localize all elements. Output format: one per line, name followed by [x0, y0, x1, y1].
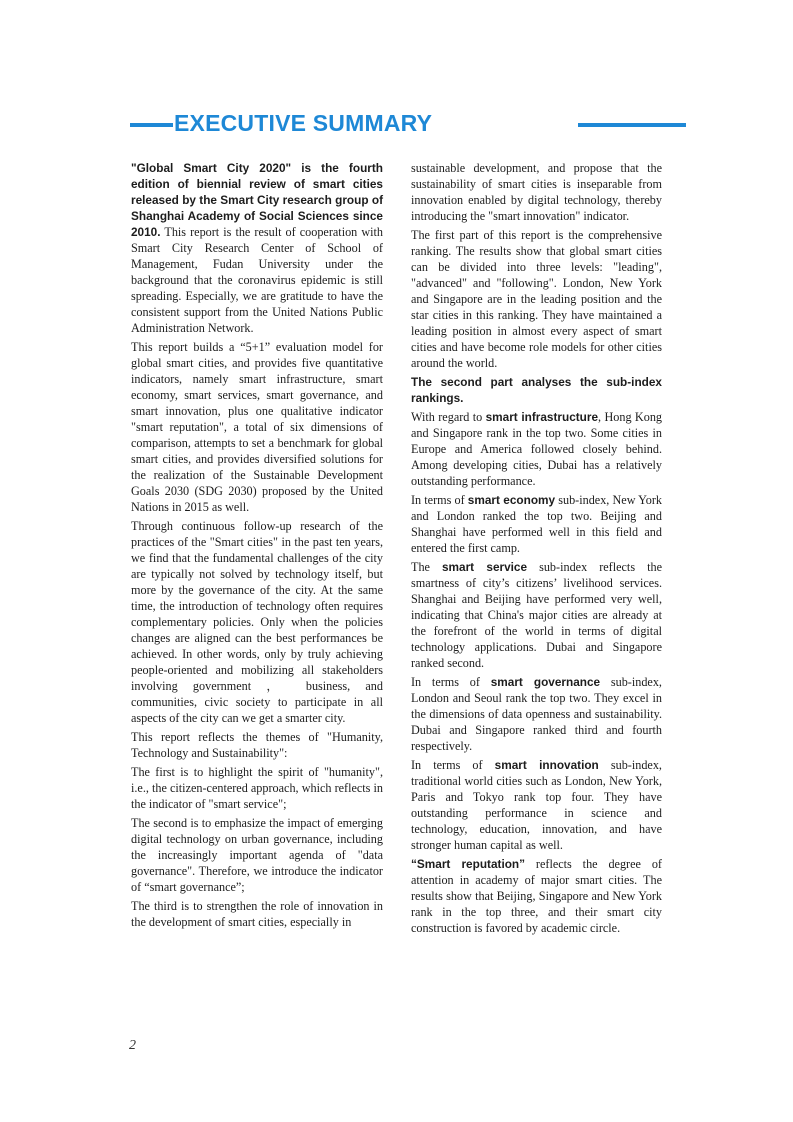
subindex-heading: The second part analyses the sub-index rankings.: [411, 375, 662, 405]
service-keyword: smart service: [441, 560, 528, 574]
third-theme-paragraph: The third is to strengthen the role of innovation in the development of smart cities, especially in: [131, 899, 383, 929]
research-paragraph: Through continuous follow-up research of the practices of the "Smart cities" in the past ten years, we find that the fundamental challenges of the city are typically not solved by technology itself, but more by the governance of the city. At the same time, the introduction of technology often requires complementary policies. Only when the policies changes are aligned can the best performances be achieved. In other words, only by truly achieving people-oriented and mobilizing all stakeholders involving government ， business, and communities, civic society to participate in all aspects of the city can we get a smarter city.: [131, 519, 383, 725]
economy-keyword: smart economy: [467, 493, 556, 507]
intro-paragraph: [131, 160, 383, 336]
page-number: 2: [129, 1038, 136, 1053]
service-text-b: sub-index reflects the smartness of city’s citizens’ livelihood services. Shanghai and Beijing have performed very well, indicating that China's major cities are already at the forefront of the world in terms of digital technology applications. Dubai and Singapore ranked second.: [411, 560, 662, 670]
intro-bold-text: "Global Smart City 2020" is the fourth edition of biennial review of smart cities released by the Smart City research group of Shanghai Academy of Social Sciences since 2010.: [131, 161, 383, 239]
reputation-paragraph: [411, 856, 662, 936]
infrastructure-text-a: With regard to: [411, 410, 486, 424]
infrastructure-keyword: smart infrastructure: [485, 410, 599, 424]
economy-text-b: sub-index, New York and London ranked the top two. Beijing and Shanghai have performed well in this field and entered the first camp.: [411, 493, 663, 555]
page-title: EXECUTIVE SUMMARY: [174, 110, 433, 136]
ranking-paragraph: The first part of this report is the comprehensive ranking. The results show that global smart cities can be divided into three levels: "leading", "advanced" and "following". London, New York and Singapore are in the leading position and the star cities in this ranking. They have maintained a leading position in almost every aspect of smart cities and have become role models for other cities around the world.: [411, 228, 662, 370]
governance-keyword: smart governance: [490, 675, 601, 689]
governance-text-b: sub-index, London and Seoul rank the top two. They excel in the dimensions of data openness and sustainability. Dubai and Singapore ranked third and fourth respectively.: [411, 675, 662, 753]
themes-paragraph: This report reflects the themes of "Humanity, Technology and Sustainability":: [131, 730, 383, 760]
heading-rule-right: [578, 123, 686, 127]
innovation-text-a: In terms of: [411, 758, 495, 772]
innovation-paragraph: [411, 757, 662, 853]
innovation-keyword: smart innovation: [494, 758, 599, 772]
governance-text-a: In terms of: [411, 675, 491, 689]
reputation-keyword: “Smart reputation”: [411, 857, 526, 871]
service-text-a: The: [411, 560, 442, 574]
infrastructure-paragraph: [411, 409, 662, 489]
sustainability-paragraph: sustainable development, and propose that the sustainability of smart cities is inseparable from innovation enabled by digital technology, thereby introducing the "smart innovation" indicator.: [411, 161, 662, 223]
second-theme-paragraph: The second is to emphasize the impact of emerging digital technology on urban governance, including the increasingly important agenda of "data governance". Therefore, we introduce the indicator of “smart governance”;: [131, 816, 383, 894]
governance-paragraph: [411, 674, 662, 754]
economy-paragraph: [411, 492, 662, 556]
section-heading: [130, 108, 686, 138]
heading-rule-left: [130, 123, 173, 127]
left-column: [131, 160, 383, 933]
intro-text: This report is the result of cooperation with Smart City Research Center of School of Management, Fudan University under the background that the coronavirus epidemic is still spreading. Especially, we are gratitude to have the consistent support from the United Nations Public Administration Network.: [131, 225, 383, 335]
right-column: [411, 160, 662, 939]
model-paragraph: This report builds a “5+1” evaluation model for global smart cities, and provides five quantitative indicators, namely smart infrastructure, smart economy, smart services, smart governance, and smart innovation, plus one qualitative indicator "smart reputation", a total of six dimensions of comparison, attempts to set a benchmark for global smart cities, and provides diversified solutions for the realization of the Sustainable Development Goals 2030 (SDG 2030) proposed by the United Nations in 2015 as well.: [131, 340, 383, 514]
reputation-text: reflects the degree of attention in academy of major smart cities. The results show that Beijing, Singapore and New York rank in the top three, and their smart city construction is favored by academic circle.: [411, 857, 662, 935]
service-paragraph: [411, 559, 662, 671]
infrastructure-text-b: , Hong Kong and Singapore rank in the top two. Some cities in Europe and America followed closely behind. Among developing cities, Dubai has a relatively outstanding performance.: [411, 410, 663, 488]
first-theme-paragraph: The first is to highlight the spirit of "humanity", i.e., the citizen-centered approach, which reflects in the indicator of "smart service";: [131, 765, 383, 811]
economy-text-a: In terms of: [411, 493, 468, 507]
innovation-text-b: sub-index, traditional world cities such as London, New York, Paris and Tokyo rank top four. They have outstanding performance in science and technology, education, innovation, and have stronger human capital as well.: [411, 758, 662, 852]
